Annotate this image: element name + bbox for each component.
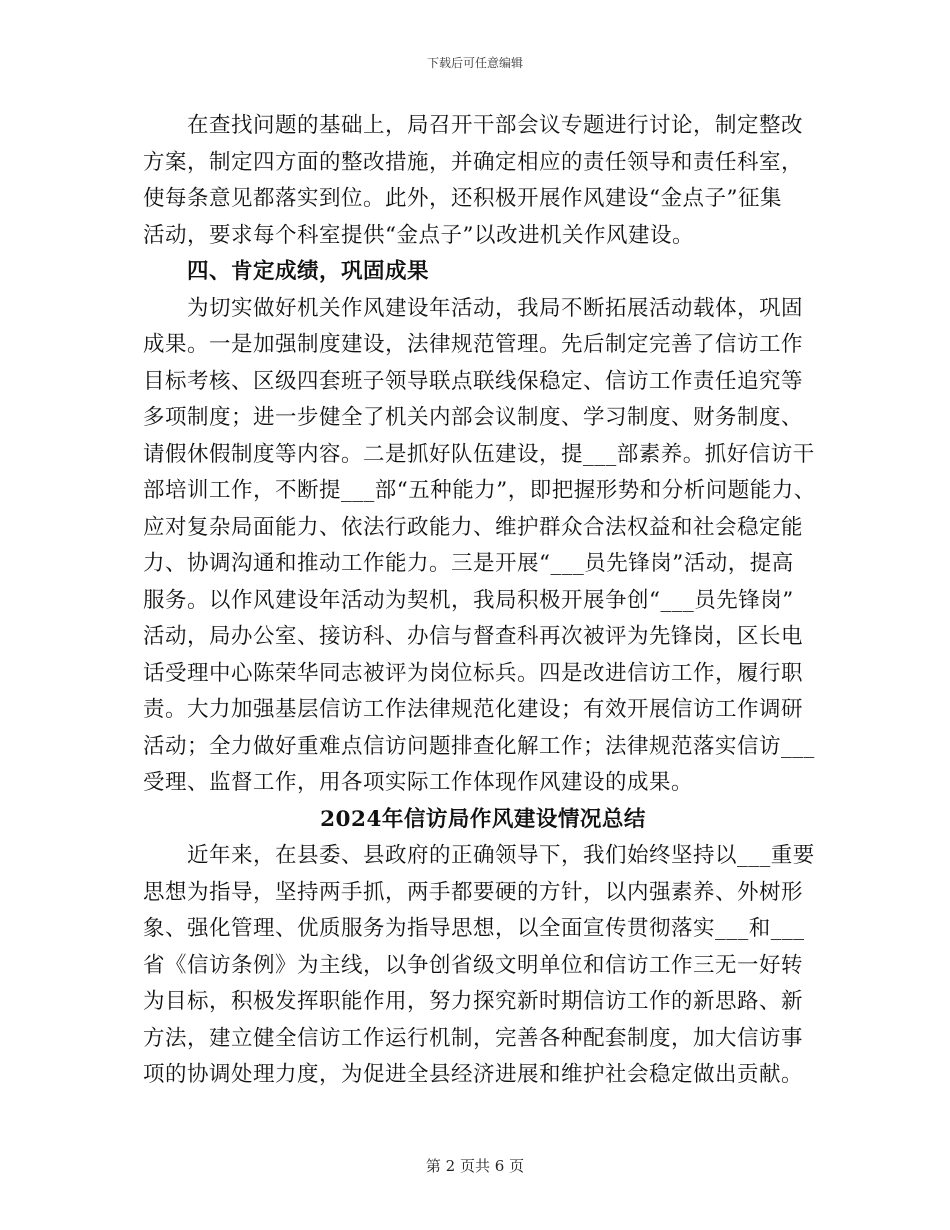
document-title: 2024年信访局作风建设情况总结 bbox=[320, 806, 646, 832]
paragraph-line: 活动，局办公室、接访科、办信与督查科再次被评为先锋岗，区长电 bbox=[143, 624, 804, 649]
paragraph-line: 为切实做好机关作风建设年活动，我局不断拓展活动载体，巩固 bbox=[187, 295, 804, 321]
page-footer: 第 2 页共 6 页 bbox=[425, 1157, 525, 1175]
paragraph-line: 使每条意见都落实到位。此外，还积极开展作风建设“金点子”征集 bbox=[143, 186, 782, 211]
paragraph-line: 项的协调处理力度，为促进全县经济进展和维护社会稳定做出贡献。 bbox=[143, 1062, 804, 1087]
paragraph-line: 活动；全力做好重难点信访问题排查化解工作；法律规范落实信访___ bbox=[143, 733, 815, 759]
paragraph-line: 应对复杂局面能力、依法行政能力、维护群众合法权益和社会稳定能 bbox=[143, 514, 804, 540]
paragraph-line: 责。大力加强基层信访工作法律规范化建设；有效开展信访工作调研 bbox=[143, 697, 804, 722]
paragraph-line: 近年来，在县委、县政府的正确领导下，我们始终坚持以___重要 bbox=[187, 843, 815, 868]
paragraph-line: 活动，要求每个科室提供“金点子”以改进机关作风建设。 bbox=[143, 222, 694, 248]
paragraph-line: 话受理中心陈荣华同志被评为岗位标兵。四是改进信访工作，履行职 bbox=[143, 660, 804, 686]
paragraph-line: 省《信访条例》为主线，以争创省级文明单位和信访工作三无一好转 bbox=[143, 952, 804, 978]
paragraph-line: 部培训工作，不断提___部“五种能力”，即把握形势和分析问题能力、 bbox=[143, 478, 816, 503]
paragraph-line: 服务。以作风建设年活动为契机，我局积极开展争创“___员先锋岗” bbox=[143, 587, 794, 613]
paragraph-line: 方案，制定四方面的整改措施，并确定相应的责任领导和责任科室， bbox=[143, 149, 804, 175]
paragraph-line: 在查找问题的基础上，局召开干部会议专题进行讨论，制定整改 bbox=[187, 113, 804, 138]
paragraph-line: 成果。一是加强制度建设，法律规范管理。先后制定完善了信访工作 bbox=[143, 332, 804, 357]
paragraph-line: 象、强化管理、优质服务为指导思想，以全面宣传贯彻落实___和___ bbox=[143, 916, 805, 941]
paragraph-line: 多项制度；进一步健全了机关内部会议制度、学习制度、财务制度、 bbox=[143, 405, 804, 430]
paragraph-line: 受理、监督工作，用各项实际工作体现作风建设的成果。 bbox=[143, 770, 694, 795]
document-body bbox=[143, 108, 823, 1094]
paragraph-line: 思想为指导，坚持两手抓，两手都要硬的方针，以内强素养、外树形 bbox=[143, 879, 804, 905]
paragraph-line: 为目标，积极发挥职能作用，努力探究新时期信访工作的新思路、新 bbox=[143, 989, 804, 1014]
paragraph-line: 请假休假制度等内容。二是抓好队伍建设，提___部素养。抓好信访干 bbox=[143, 441, 815, 467]
paragraph-line: 力、协调沟通和推动工作能力。三是开展“___员先锋岗”活动，提高 bbox=[143, 551, 794, 576]
page-header: 下载后可任意编辑 bbox=[426, 56, 523, 70]
paragraph-line: 目标考核、区级四套班子领导联点联线保稳定、信访工作责任追究等 bbox=[143, 368, 804, 394]
paragraph-line: 方法，建立健全信访工作运行机制，完善各种配套制度，加大信访事 bbox=[143, 1025, 804, 1051]
section-heading: 四、肯定成绩，巩固成果 bbox=[187, 259, 430, 284]
